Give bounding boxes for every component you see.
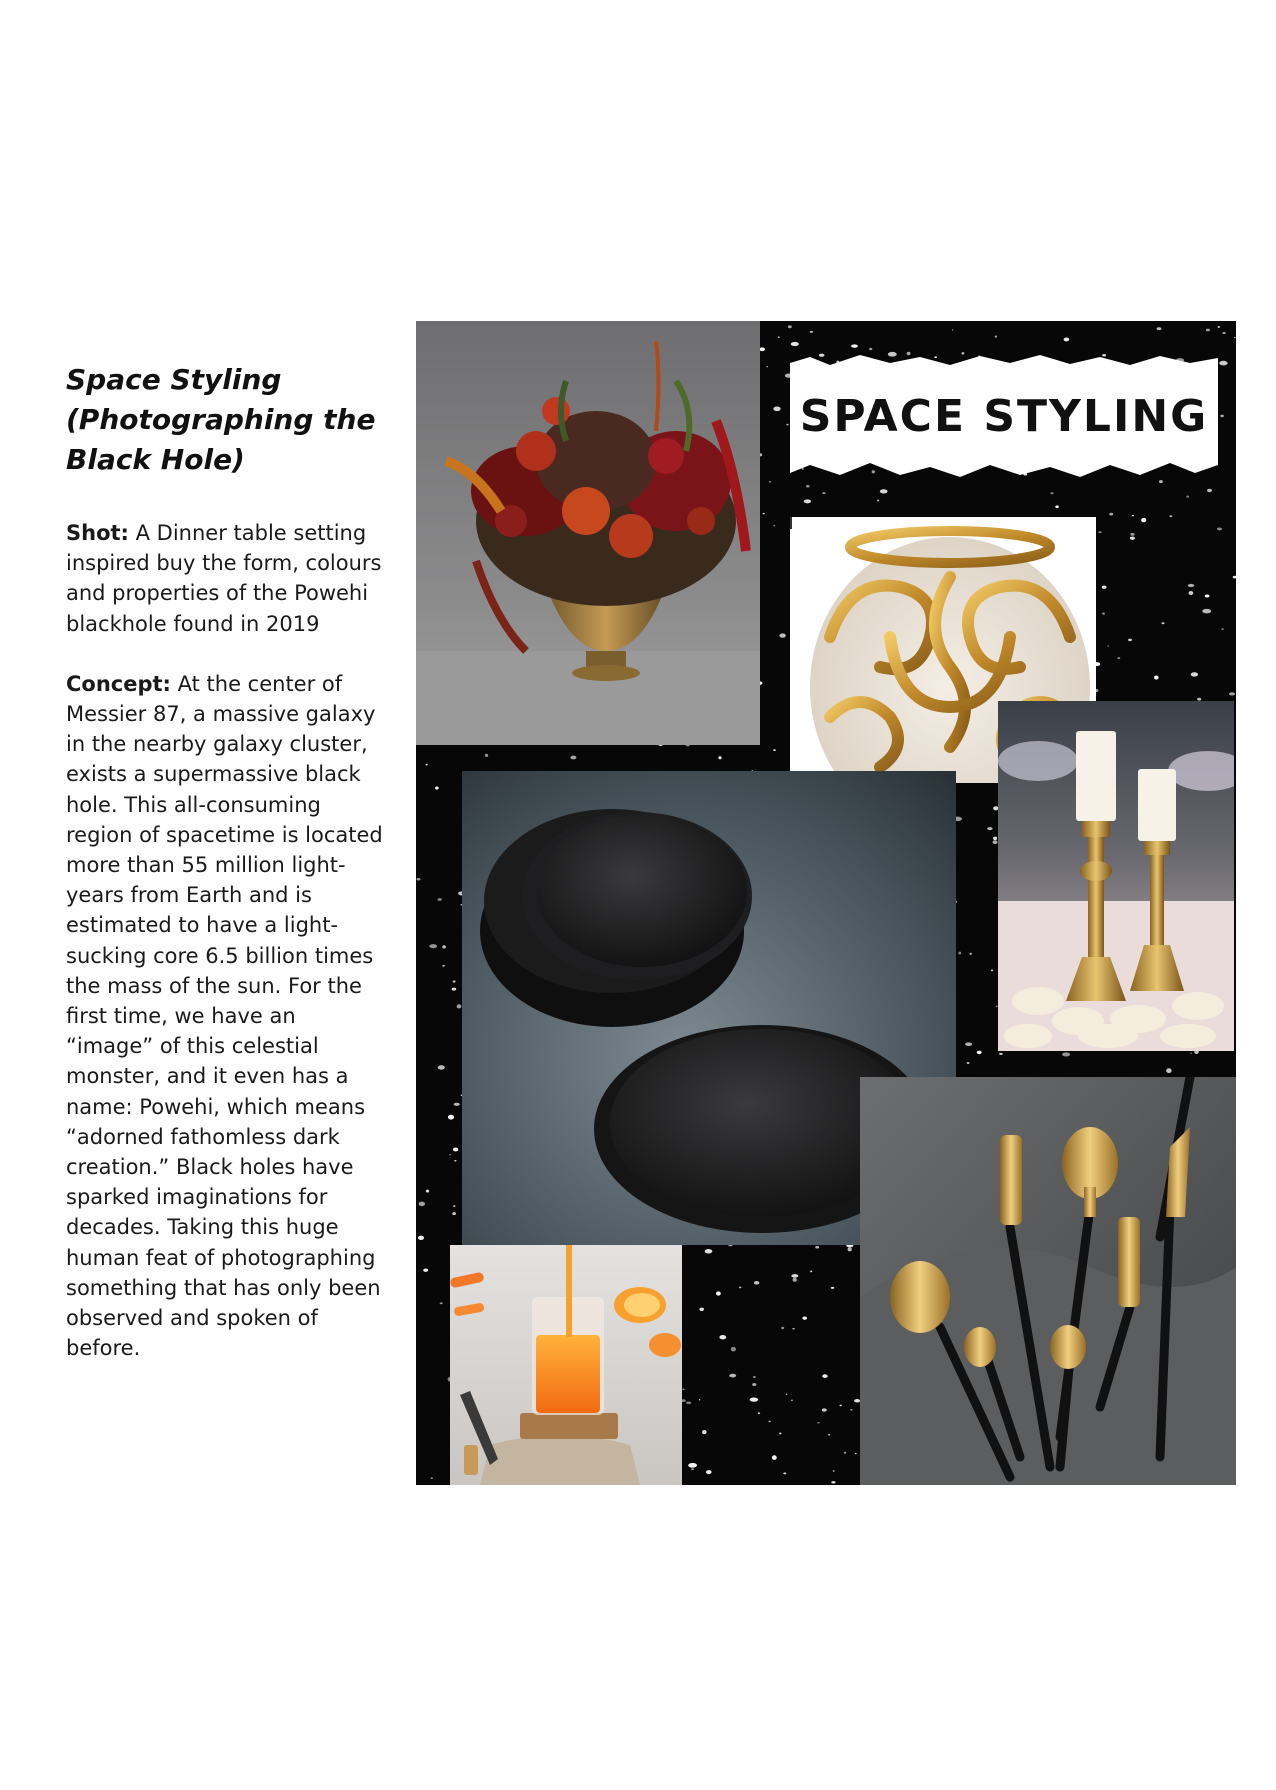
orange-juice-photo xyxy=(450,1245,682,1485)
shot-text: A Dinner table setting inspired buy the form, colours and properties of the Powehi blackhole found in 2019 xyxy=(66,521,382,636)
concept-paragraph xyxy=(66,669,386,1364)
candle-centerpiece-photo xyxy=(998,701,1234,1051)
gold-cutlery-photo xyxy=(860,1077,1236,1485)
shot-label: Shot: xyxy=(66,521,129,545)
page-title: Space Styling (Photographing the Black Hole) xyxy=(66,363,376,476)
title-banner xyxy=(790,353,1218,481)
concept-text: At the center of Messier 87, a massive galaxy in the nearby galaxy cluster, exists a supermassive black hole. This all-consuming region of spacetime is located more than 55 million light-years from Earth and is estimated to have a light-sucking core 6.5 billion times the mass of the sun. For the first time, we have an “image” of this celestial monster, and it even has a name: Powehi, which means “adorned fathomless dark creation.” Black holes have sparked imaginations for decades. Taking this huge human feat of photographing something that has only been observed and spoken of before. xyxy=(66,671,383,1361)
banner-title: SPACE STYLING xyxy=(799,391,1209,442)
concept-label: Concept: xyxy=(66,671,171,696)
moodboard-collage xyxy=(416,321,1236,1485)
text-column xyxy=(66,360,386,1363)
shot-paragraph xyxy=(66,518,386,639)
flower-vase-photo xyxy=(416,321,760,745)
